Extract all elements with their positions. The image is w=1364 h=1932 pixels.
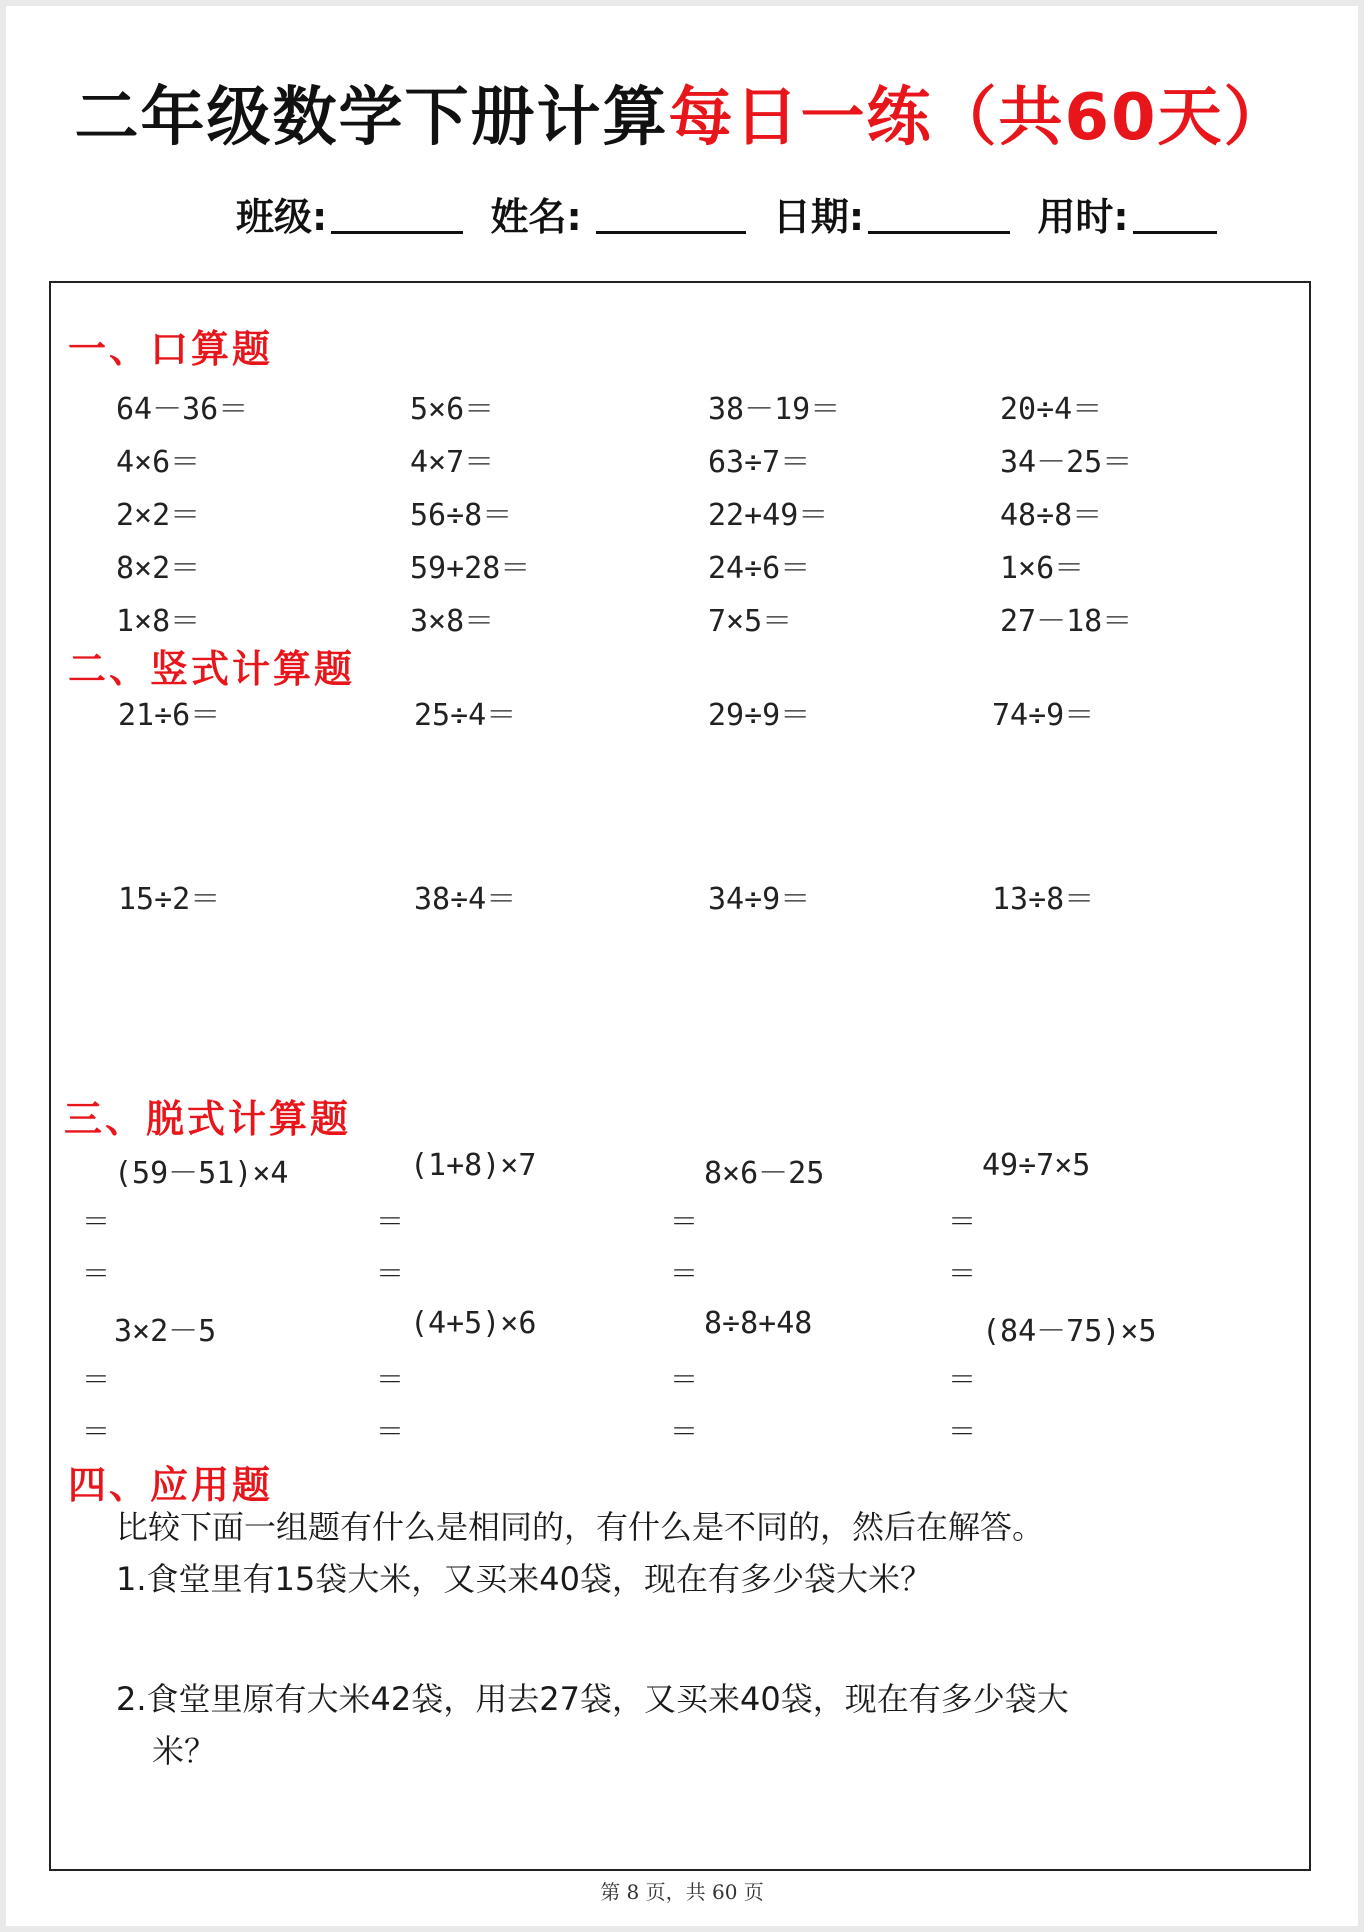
equals-sign: ＝ [670, 1205, 699, 1238]
oral-problem: 1×8＝ [116, 604, 201, 639]
equals-sign: ＝ [670, 1363, 699, 1396]
time-blank[interactable] [1133, 195, 1217, 234]
oral-problem: 2×2＝ [116, 498, 201, 533]
oral-problem: 64－36＝ [116, 392, 249, 427]
oral-problem: 20÷4＝ [1000, 392, 1103, 427]
word-question-2-line1: 2.食堂里原有大米42袋，用去27袋，又买来40袋，现在有多少袋大 [116, 1680, 1069, 1718]
name-field [490, 186, 745, 241]
equals-sign: ＝ [948, 1257, 977, 1290]
equals-sign: ＝ [82, 1363, 111, 1396]
time-label: 用时: [1037, 195, 1129, 239]
exercise-frame [49, 281, 1311, 1871]
oral-problem: 3×8＝ [410, 604, 495, 639]
title-highlight: 每日一练（共60天） [668, 81, 1290, 155]
equals-sign: ＝ [376, 1257, 405, 1290]
class-label: 班级: [236, 195, 328, 239]
date-label: 日期: [772, 195, 865, 239]
word-question-2-line2: 米？ [152, 1732, 217, 1770]
oral-problem: 27－18＝ [1000, 604, 1133, 639]
equals-sign: ＝ [670, 1257, 699, 1290]
vertical-problem: 38÷4＝ [414, 882, 517, 917]
name-label: 姓名: [490, 195, 582, 239]
class-blank[interactable] [331, 195, 463, 234]
equals-sign: ＝ [82, 1257, 111, 1290]
oral-problem: 22+49＝ [708, 498, 829, 533]
stepwise-problem: (59－51)×4 [114, 1156, 289, 1191]
stepwise-problem: 49÷7×5 [982, 1148, 1091, 1183]
oral-problem: 7×5＝ [708, 604, 793, 639]
time-field [1037, 186, 1216, 241]
section-word-heading: 四、应用题 [68, 1463, 274, 1507]
vertical-problem: 34÷9＝ [708, 882, 811, 917]
vertical-problem: 15÷2＝ [118, 882, 221, 917]
oral-problem: 56÷8＝ [410, 498, 513, 533]
oral-problem: 5×6＝ [410, 392, 495, 427]
equals-sign: ＝ [948, 1415, 977, 1448]
vertical-problem: 25÷4＝ [414, 698, 517, 733]
oral-problem: 1×6＝ [1000, 551, 1085, 586]
student-info-row [236, 186, 1231, 241]
class-field [236, 186, 463, 241]
equals-sign: ＝ [948, 1363, 977, 1396]
vertical-problem: 29÷9＝ [708, 698, 811, 733]
stepwise-problem: 8×6－25 [704, 1156, 825, 1191]
oral-problem: 48÷8＝ [1000, 498, 1103, 533]
equals-sign: ＝ [82, 1205, 111, 1238]
oral-problem: 24÷6＝ [708, 551, 811, 586]
oral-problem: 59+28＝ [410, 551, 531, 586]
equals-sign: ＝ [670, 1415, 699, 1448]
page-footer: 第 8 页，共 60 页 [600, 1880, 764, 1904]
oral-problem: 34－25＝ [1000, 445, 1133, 480]
oral-problem: 38－19＝ [708, 392, 841, 427]
vertical-problem: 13÷8＝ [992, 882, 1095, 917]
vertical-problem: 21÷6＝ [118, 698, 221, 733]
title-main: 二年级数学下册计算 [74, 81, 669, 155]
equals-sign: ＝ [82, 1415, 111, 1448]
oral-problem: 63÷7＝ [708, 445, 811, 480]
stepwise-problem: 8÷8+48 [704, 1306, 813, 1341]
oral-problem: 4×7＝ [410, 445, 495, 480]
date-field [773, 186, 1010, 241]
worksheet-page [6, 6, 1358, 1926]
section-oral-heading: 一、口算题 [68, 327, 274, 371]
stepwise-problem: 3×2－5 [114, 1314, 217, 1349]
equals-sign: ＝ [376, 1363, 405, 1396]
equals-sign: ＝ [376, 1205, 405, 1238]
oral-problem: 4×6＝ [116, 445, 201, 480]
stepwise-problem: (1+8)×7 [410, 1148, 537, 1183]
date-blank[interactable] [868, 195, 1010, 234]
stepwise-problem: (84－75)×5 [982, 1314, 1157, 1349]
section-stepwise-heading: 三、脱式计算题 [64, 1097, 352, 1141]
word-question-1: 1.食堂里有15袋大米，又买来40袋，现在有多少袋大米？ [116, 1560, 932, 1598]
equals-sign: ＝ [948, 1205, 977, 1238]
vertical-problem: 74÷9＝ [992, 698, 1095, 733]
stepwise-problem: (4+5)×6 [410, 1306, 537, 1341]
page-title [6, 66, 1358, 158]
equals-sign: ＝ [376, 1415, 405, 1448]
name-blank[interactable] [596, 195, 746, 234]
oral-problem: 8×2＝ [116, 551, 201, 586]
word-intro: 比较下面一组题有什么是相同的，有什么是不同的，然后在解答。 [116, 1508, 1045, 1546]
section-vertical-heading: 二、竖式计算题 [68, 647, 356, 691]
